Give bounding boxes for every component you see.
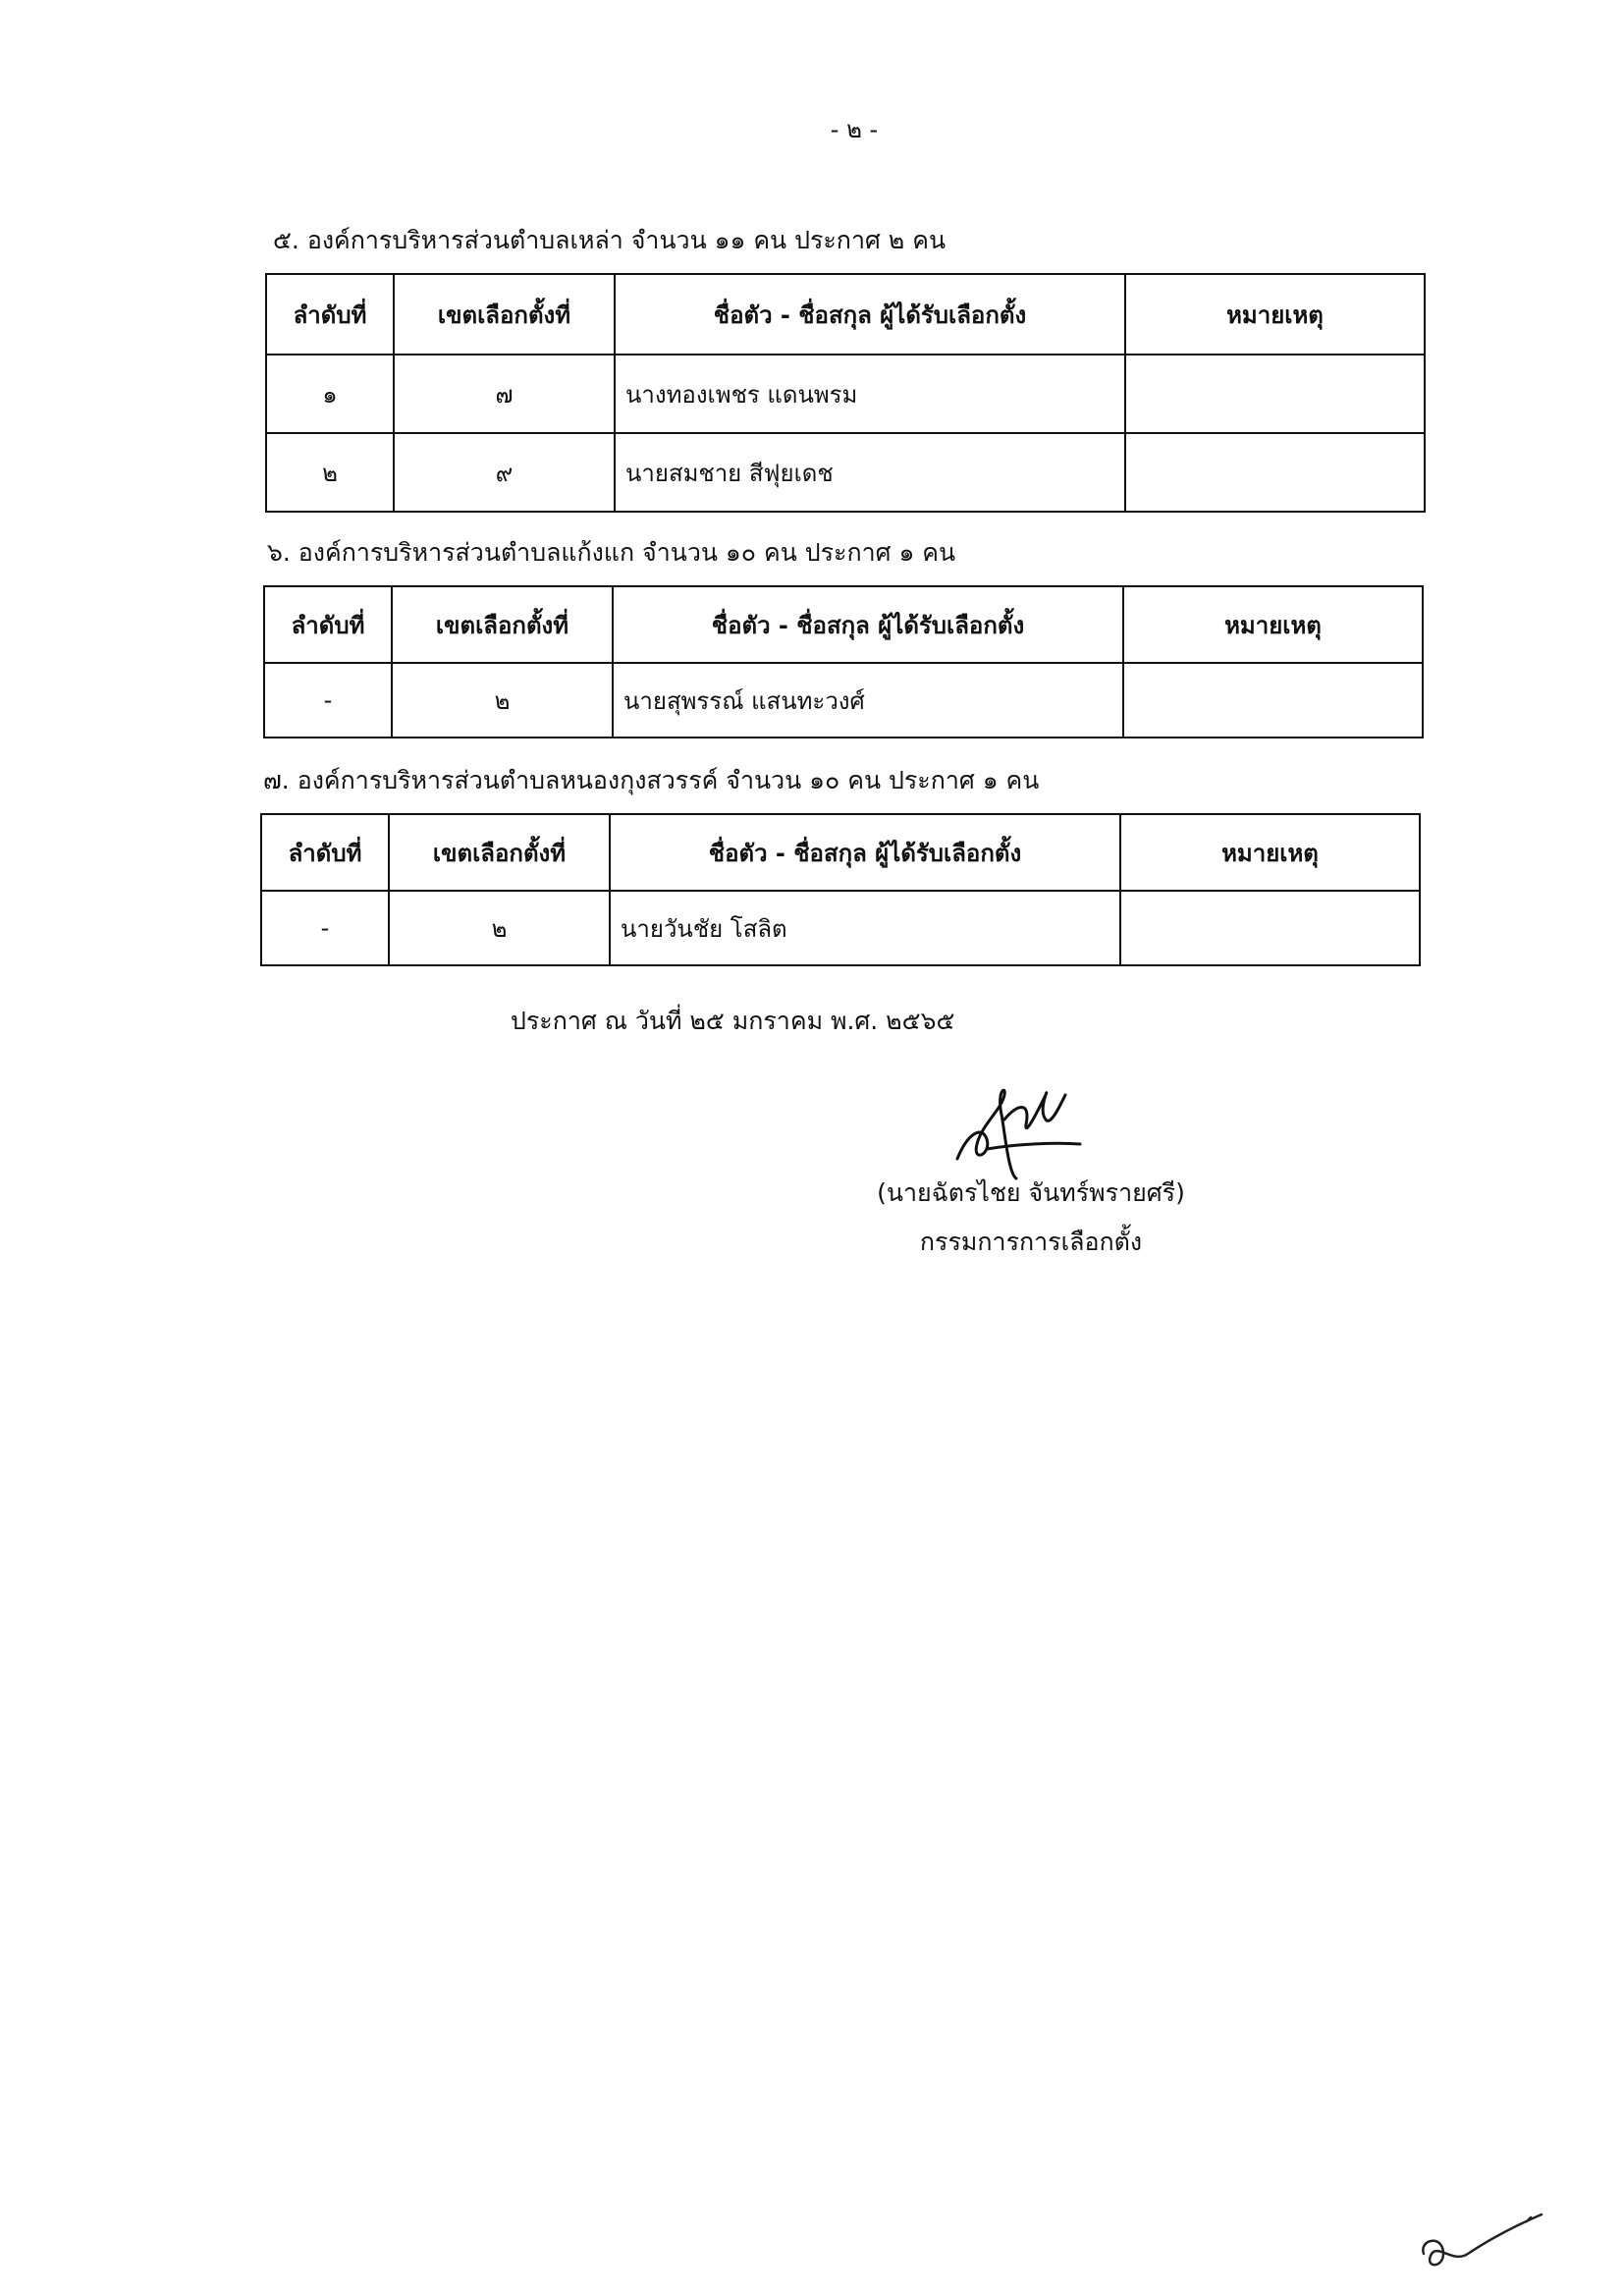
announcement-date: ประกาศ ณ วันที่ ๒๕ มกราคม พ.ศ. ๒๕๖๕ bbox=[511, 1007, 955, 1035]
col-header-district: เขตเลือกตั้งที่ bbox=[389, 814, 610, 891]
table-header-row bbox=[266, 274, 1425, 355]
section-heading-5: ๕. องค์การบริหารส่วนตำบลเหล่า จำนวน ๑๑ คน ประกาศ ๒ คน bbox=[273, 226, 947, 254]
results-table-6 bbox=[263, 585, 1424, 738]
table-row bbox=[266, 355, 1425, 433]
results-table-5 bbox=[265, 273, 1426, 513]
col-header-district: เขตเลือกตั้งที่ bbox=[394, 274, 615, 355]
col-header-seq: ลำดับที่ bbox=[266, 274, 394, 355]
cell-district: ๒ bbox=[389, 891, 610, 965]
cell-name: นายสุพรรณ์ แสนทะวงศ์ bbox=[613, 663, 1123, 738]
cell-name: นายสมชาย สีฟุยเดช bbox=[615, 433, 1125, 512]
col-header-district: เขตเลือกตั้งที่ bbox=[392, 586, 613, 663]
signer-title: กรรมการการเลือกตั้ง bbox=[919, 1228, 1143, 1256]
cell-remark bbox=[1125, 433, 1425, 512]
cell-district: ๙ bbox=[394, 433, 615, 512]
section-heading-7: ๗. องค์การบริหารส่วนตำบลหนองกุงสวรรค์ จำนวน ๑๐ คน ประกาศ ๑ คน bbox=[263, 766, 1040, 794]
section-heading-6: ๖. องค์การบริหารส่วนตำบลแก้งแก จำนวน ๑๐ คน ประกาศ ๑ คน bbox=[267, 538, 956, 567]
col-header-seq: ลำดับที่ bbox=[261, 814, 389, 891]
col-header-name: ชื่อตัว - ชื่อสกุล ผู้ได้รับเลือกตั้ง bbox=[615, 274, 1125, 355]
signature-block bbox=[854, 1169, 1208, 1267]
signer-name: (นายฉัตรไชย จันทร์พรายศรี) bbox=[877, 1178, 1185, 1207]
cell-seq: - bbox=[261, 891, 389, 965]
cell-name: นางทองเพชร แดนพรม bbox=[615, 355, 1125, 433]
initial-mark-image bbox=[1414, 2210, 1571, 2278]
page-number: - ๒ - bbox=[830, 116, 879, 143]
cell-seq: ๑ bbox=[266, 355, 394, 433]
table-header-row bbox=[264, 586, 1423, 663]
table-row bbox=[266, 433, 1425, 512]
cell-remark bbox=[1125, 355, 1425, 433]
cell-remark bbox=[1120, 891, 1420, 965]
cell-seq: - bbox=[264, 663, 392, 738]
col-header-seq: ลำดับที่ bbox=[264, 586, 392, 663]
col-header-name: ชื่อตัว - ชื่อสกุล ผู้ได้รับเลือกตั้ง bbox=[610, 814, 1120, 891]
table-row bbox=[261, 891, 1420, 965]
cell-district: ๒ bbox=[392, 663, 613, 738]
col-header-remark: หมายเหตุ bbox=[1123, 586, 1423, 663]
table-header-row bbox=[261, 814, 1420, 891]
signature-image bbox=[947, 1066, 1085, 1183]
cell-remark bbox=[1123, 663, 1423, 738]
cell-name: นายวันชัย โสลิต bbox=[610, 891, 1120, 965]
table-row bbox=[264, 663, 1423, 738]
cell-district: ๗ bbox=[394, 355, 615, 433]
col-header-name: ชื่อตัว - ชื่อสกุล ผู้ได้รับเลือกตั้ง bbox=[613, 586, 1123, 663]
results-table-7 bbox=[260, 813, 1421, 966]
col-header-remark: หมายเหตุ bbox=[1125, 274, 1425, 355]
cell-seq: ๒ bbox=[266, 433, 394, 512]
col-header-remark: หมายเหตุ bbox=[1120, 814, 1420, 891]
